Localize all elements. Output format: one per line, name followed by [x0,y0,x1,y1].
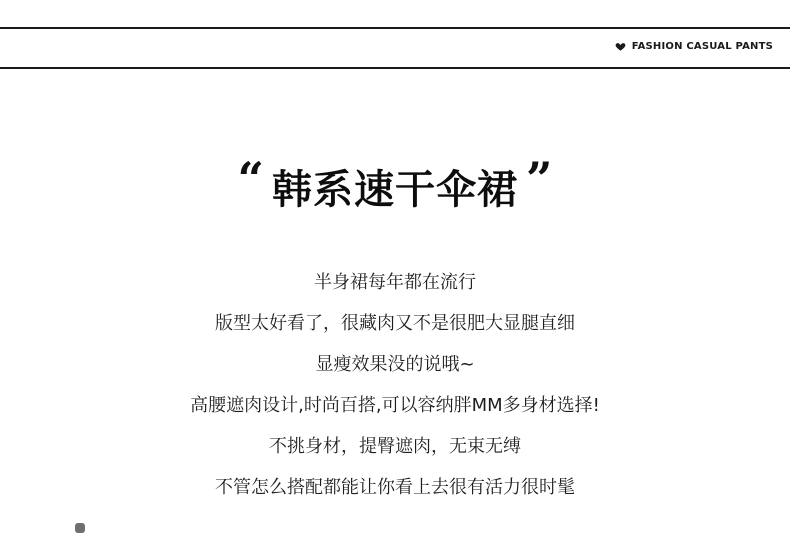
page-title: 韩系速干伞裙 [272,167,518,213]
description-block [0,262,790,508]
header-band [0,27,790,69]
title-block [0,152,790,215]
description-line: 版型太好看了，很藏肉又不是很肥大显腿直细 [215,313,575,334]
description-line: 半身裙每年都在流行 [314,272,476,293]
header-tag-text: FASHION CASUAL PANTS [631,41,773,52]
close-quote: ” [526,152,553,206]
partial-image-edge [75,523,85,533]
description-line: 显瘦效果没的说哦~ [315,354,475,375]
description-line: 不挑身材，提臀遮肉，无束无缚 [269,436,521,457]
open-quote: “ [237,152,264,206]
description-line: 高腰遮肉设计,时尚百搭,可以容纳胖MM多身材选择! [190,395,600,416]
header-tag [615,41,773,52]
description-line: 不管怎么搭配都能让你看上去很有活力很时髦 [215,477,575,498]
heart-icon [615,41,626,52]
